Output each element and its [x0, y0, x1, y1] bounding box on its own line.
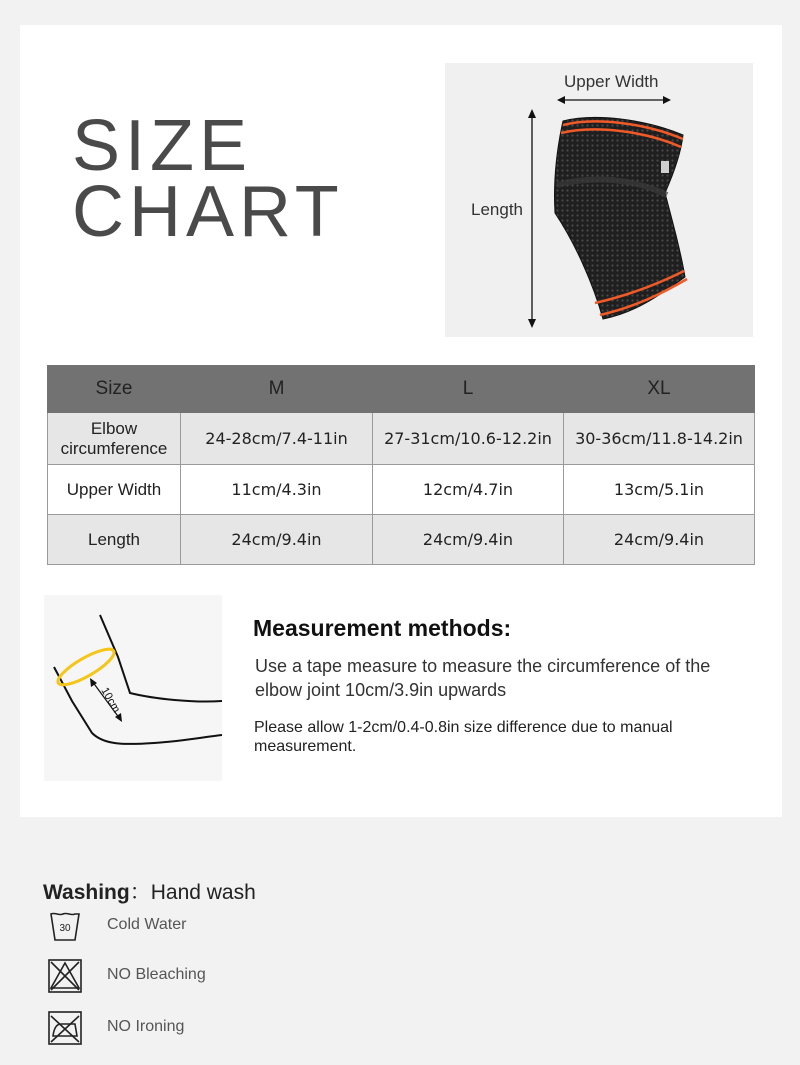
row-label: Upper Width	[48, 465, 181, 515]
table-cell: 24-28cm/7.4-11in	[181, 413, 373, 465]
table-header-cell: L	[373, 366, 564, 413]
washing-separator: ：	[129, 881, 151, 904]
row-label: Length	[48, 515, 181, 565]
size-chart-card	[20, 25, 782, 817]
table-header-row	[48, 366, 755, 413]
table-cell: 11cm/4.3in	[181, 465, 373, 515]
measurement-title: Measurement methods:	[253, 615, 512, 641]
table-cell: 12cm/4.7in	[373, 465, 564, 515]
cold-water-temp: 30	[59, 923, 71, 934]
page-title	[72, 106, 344, 252]
length-label: Length	[471, 200, 523, 219]
table-cell: 30-36cm/11.8-14.2in	[564, 413, 755, 465]
elbow-measurement-illustration	[44, 595, 222, 781]
no-ironing-icon	[47, 1010, 83, 1046]
table-cell: 24cm/9.4in	[181, 515, 373, 565]
washing-heading	[43, 876, 256, 906]
sleeve-shape	[554, 117, 685, 319]
table-row	[48, 515, 755, 565]
table-row	[48, 465, 755, 515]
measure-distance-label: 10cm	[98, 685, 123, 715]
title-line-2: CHART	[72, 172, 344, 252]
care-item-label: NO Bleaching	[107, 966, 206, 983]
table-header-cell: M	[181, 366, 373, 413]
upper-width-label: Upper Width	[564, 72, 659, 91]
table-cell: 24cm/9.4in	[564, 515, 755, 565]
brand-logo-mark	[661, 161, 669, 173]
cold-water-icon	[47, 908, 83, 944]
row-label: Elbow circumference	[48, 413, 181, 465]
tape-measure-icon	[54, 643, 118, 691]
measurement-instructions: Use a tape measure to measure the circumference of the elbow joint 10cm/3.9in upwards	[255, 656, 711, 700]
table-cell: 27-31cm/10.6-12.2in	[373, 413, 564, 465]
table-row	[48, 413, 755, 465]
size-table	[47, 365, 755, 565]
product-dimension-diagram	[445, 63, 753, 337]
washing-label: Washing	[43, 881, 130, 904]
table-cell: 24cm/9.4in	[373, 515, 564, 565]
table-header-cell: Size	[48, 366, 181, 413]
care-item-label: Cold Water	[107, 916, 187, 933]
no-bleaching-icon	[47, 958, 83, 994]
table-header-cell: XL	[564, 366, 755, 413]
arm-outline-icon	[44, 595, 222, 781]
title-line-1: SIZE	[72, 106, 253, 186]
washing-value: Hand wash	[150, 881, 256, 904]
table-cell: 13cm/5.1in	[564, 465, 755, 515]
measurement-note: Please allow 1-2cm/0.4-0.8in size difference due to manual measurement.	[254, 719, 673, 755]
care-item-label: NO Ironing	[107, 1018, 185, 1035]
